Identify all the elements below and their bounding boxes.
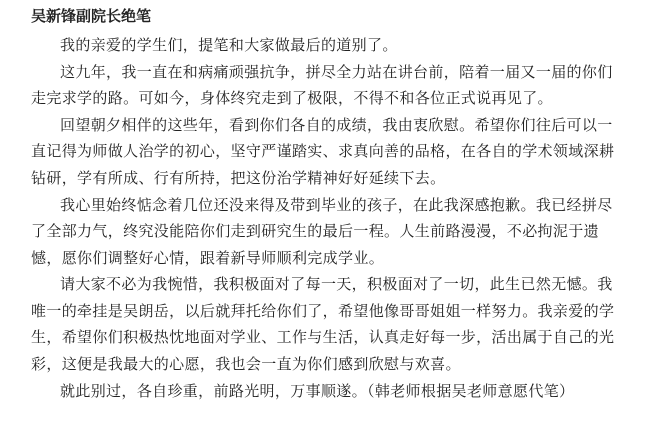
paragraph-line: 我的亲爱的学生们，提笔和大家做最后的道别了。 [60,36,398,54]
paragraph-line: 憾，愿你们调整好心情，跟着新导师顺利完成学业。 [31,249,385,267]
paragraph-line: 走完求学的路。可如今，身体终究走到了极限，不得不和各位正式说再见了。 [31,89,553,107]
paragraph-line: 唯一的牵挂是吴朗岳，以后就拜托给你们了，希望他像哥哥姐姐一样努力。我亲爱的学 [31,302,615,320]
paragraph-line: 回望朝夕相伴的这些年，看到你们各自的成绩，我由衷欣慰。希望你们往后可以一 [60,116,613,134]
paragraph-line: 我心里始终惦念着几位还没来得及带到毕业的孩子，在此我深感抱歉。我已经拼尽 [60,196,613,214]
paragraph-line: 直记得为师做人治学的初心，坚守严谨踏实、求真向善的品格，在各自的学术领域深耕 [31,142,615,160]
paragraph-line: 这九年，我一直在和病痛顽强抗争，拼尽全力站在讲台前，陪着一届又一届的你们 [60,63,613,81]
paragraph-line: 生，希望你们积极热忱地面对学业、工作与生活，认真走好每一步，活出属于自己的光 [31,328,615,346]
paragraph-line: 就此别过，各自珍重，前路光明，万事顺遂。（韩老师根据吴老师意愿代笔） [60,382,575,400]
paragraph-line: 钻研，学有所成、行有所持，把这份治学精神好好延续下去。 [31,169,446,187]
paragraph-line: 彩，这便是我最大的心愿，我也会一直为你们感到欣慰与欢喜。 [31,355,461,373]
paragraph-line: 了全部力气，终究没能陪你们走到研究生的最后一程。人生前路漫漫，不必拘泥于遗 [31,222,599,240]
letter-title: 吴新锋副院长绝笔 [31,7,152,25]
paragraph-line: 请大家不必为我惋惜，我积极面对了每一天，积极面对了一切，此生已然无憾。我 [60,275,613,293]
